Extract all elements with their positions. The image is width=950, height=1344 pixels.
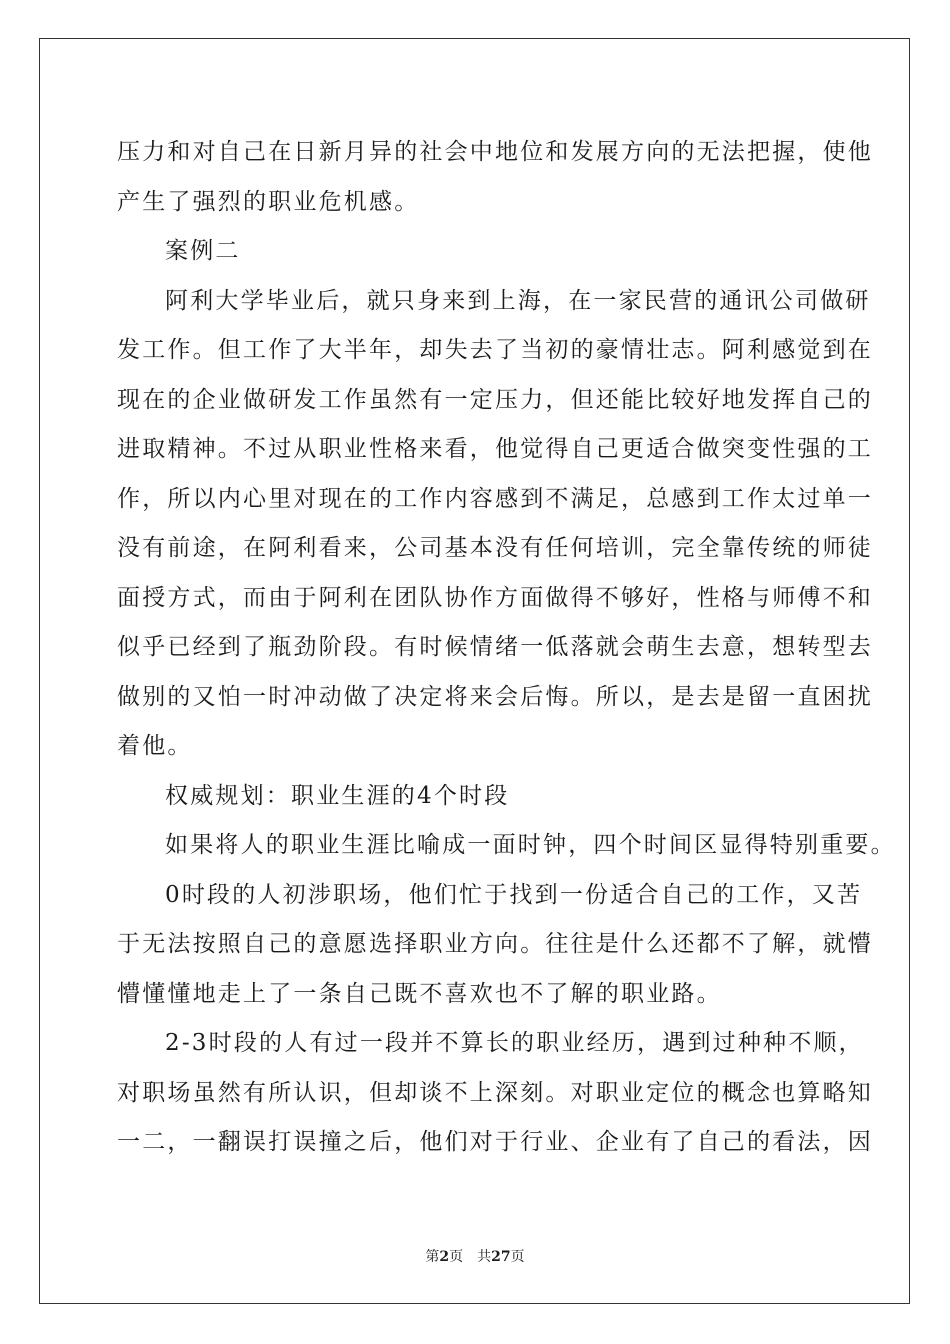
text-line: 没有前途，在阿利看来，公司基本没有任何培训，完全靠传统的师徒 xyxy=(117,535,873,561)
text-line: 作，所以内心里对现在的工作内容感到不满足，总感到工作太过单一 xyxy=(117,485,873,512)
text-line: 现在的企业做研发工作虽然有一定压力，但还能比较好地发挥自己的 xyxy=(117,386,873,413)
document-body xyxy=(117,128,896,1168)
page-footer xyxy=(0,1246,950,1266)
text-line: 面授方式，而由于阿利在团队协作方面做得不够好，性格与师傅不和 xyxy=(117,584,873,611)
text-line: 如果将人的职业生涯比喻成一面时钟，四个时间区显得特别重要。 xyxy=(165,832,896,858)
text-line: 懵懂懂地走上了一条自己既不喜欢也不了解的职业路。 xyxy=(117,980,722,1007)
text-line: 一二，一翻误打误撞之后，他们对于行业、企业有了自己的看法，因 xyxy=(117,1129,873,1155)
total-suffix: 页 xyxy=(510,1249,525,1265)
section-heading: 案例二 xyxy=(165,238,241,264)
page-suffix: 页 xyxy=(449,1249,464,1265)
text-line: 进取精神。不过从职业性格来看，他觉得自己更适合做突变性强的工 xyxy=(117,436,873,462)
page-prefix: 第 xyxy=(425,1249,440,1265)
text-line: 阿利大学毕业后，就只身来到上海，在一家民营的通讯公司做研 xyxy=(165,287,871,314)
text-line: 着他。 xyxy=(117,733,193,759)
text-line: 于无法按照自己的意愿选择职业方向。往往是什么还都不了解，就懵 xyxy=(117,931,873,957)
text-line: 对职场虽然有所认识，但却谈不上深刻。对职业定位的概念也算略知 xyxy=(117,1079,873,1106)
text-line: 做别的又怕一时冲动做了决定将来会后悔。所以，是去是留一直困扰 xyxy=(117,683,873,710)
text-line: 0时段的人初涉职场，他们忙于找到一份适合自己的工作，又苦 xyxy=(165,881,863,908)
text-line: 似乎已经到了瓶劲阶段。有时候情绪一低落就会萌生去意，想转型去 xyxy=(117,634,873,660)
total-page-number: 27 xyxy=(491,1249,511,1265)
text-line: 产生了强烈的职业危机感。 xyxy=(117,188,420,215)
current-page-number: 2 xyxy=(439,1249,450,1265)
text-line: 发工作。但工作了大半年，却失去了当初的豪情壮志。阿利感觉到在 xyxy=(117,337,873,363)
total-prefix: 共 xyxy=(477,1249,492,1265)
text-line: 2-3时段的人有过一段并不算长的职业经历，遇到过种种不顺， xyxy=(165,1030,864,1056)
text-line: 压力和对自己在日新月异的社会中地位和发展方向的无法把握，使他 xyxy=(117,139,873,165)
section-heading: 权威规划：职业生涯的4个时段 xyxy=(165,782,510,809)
